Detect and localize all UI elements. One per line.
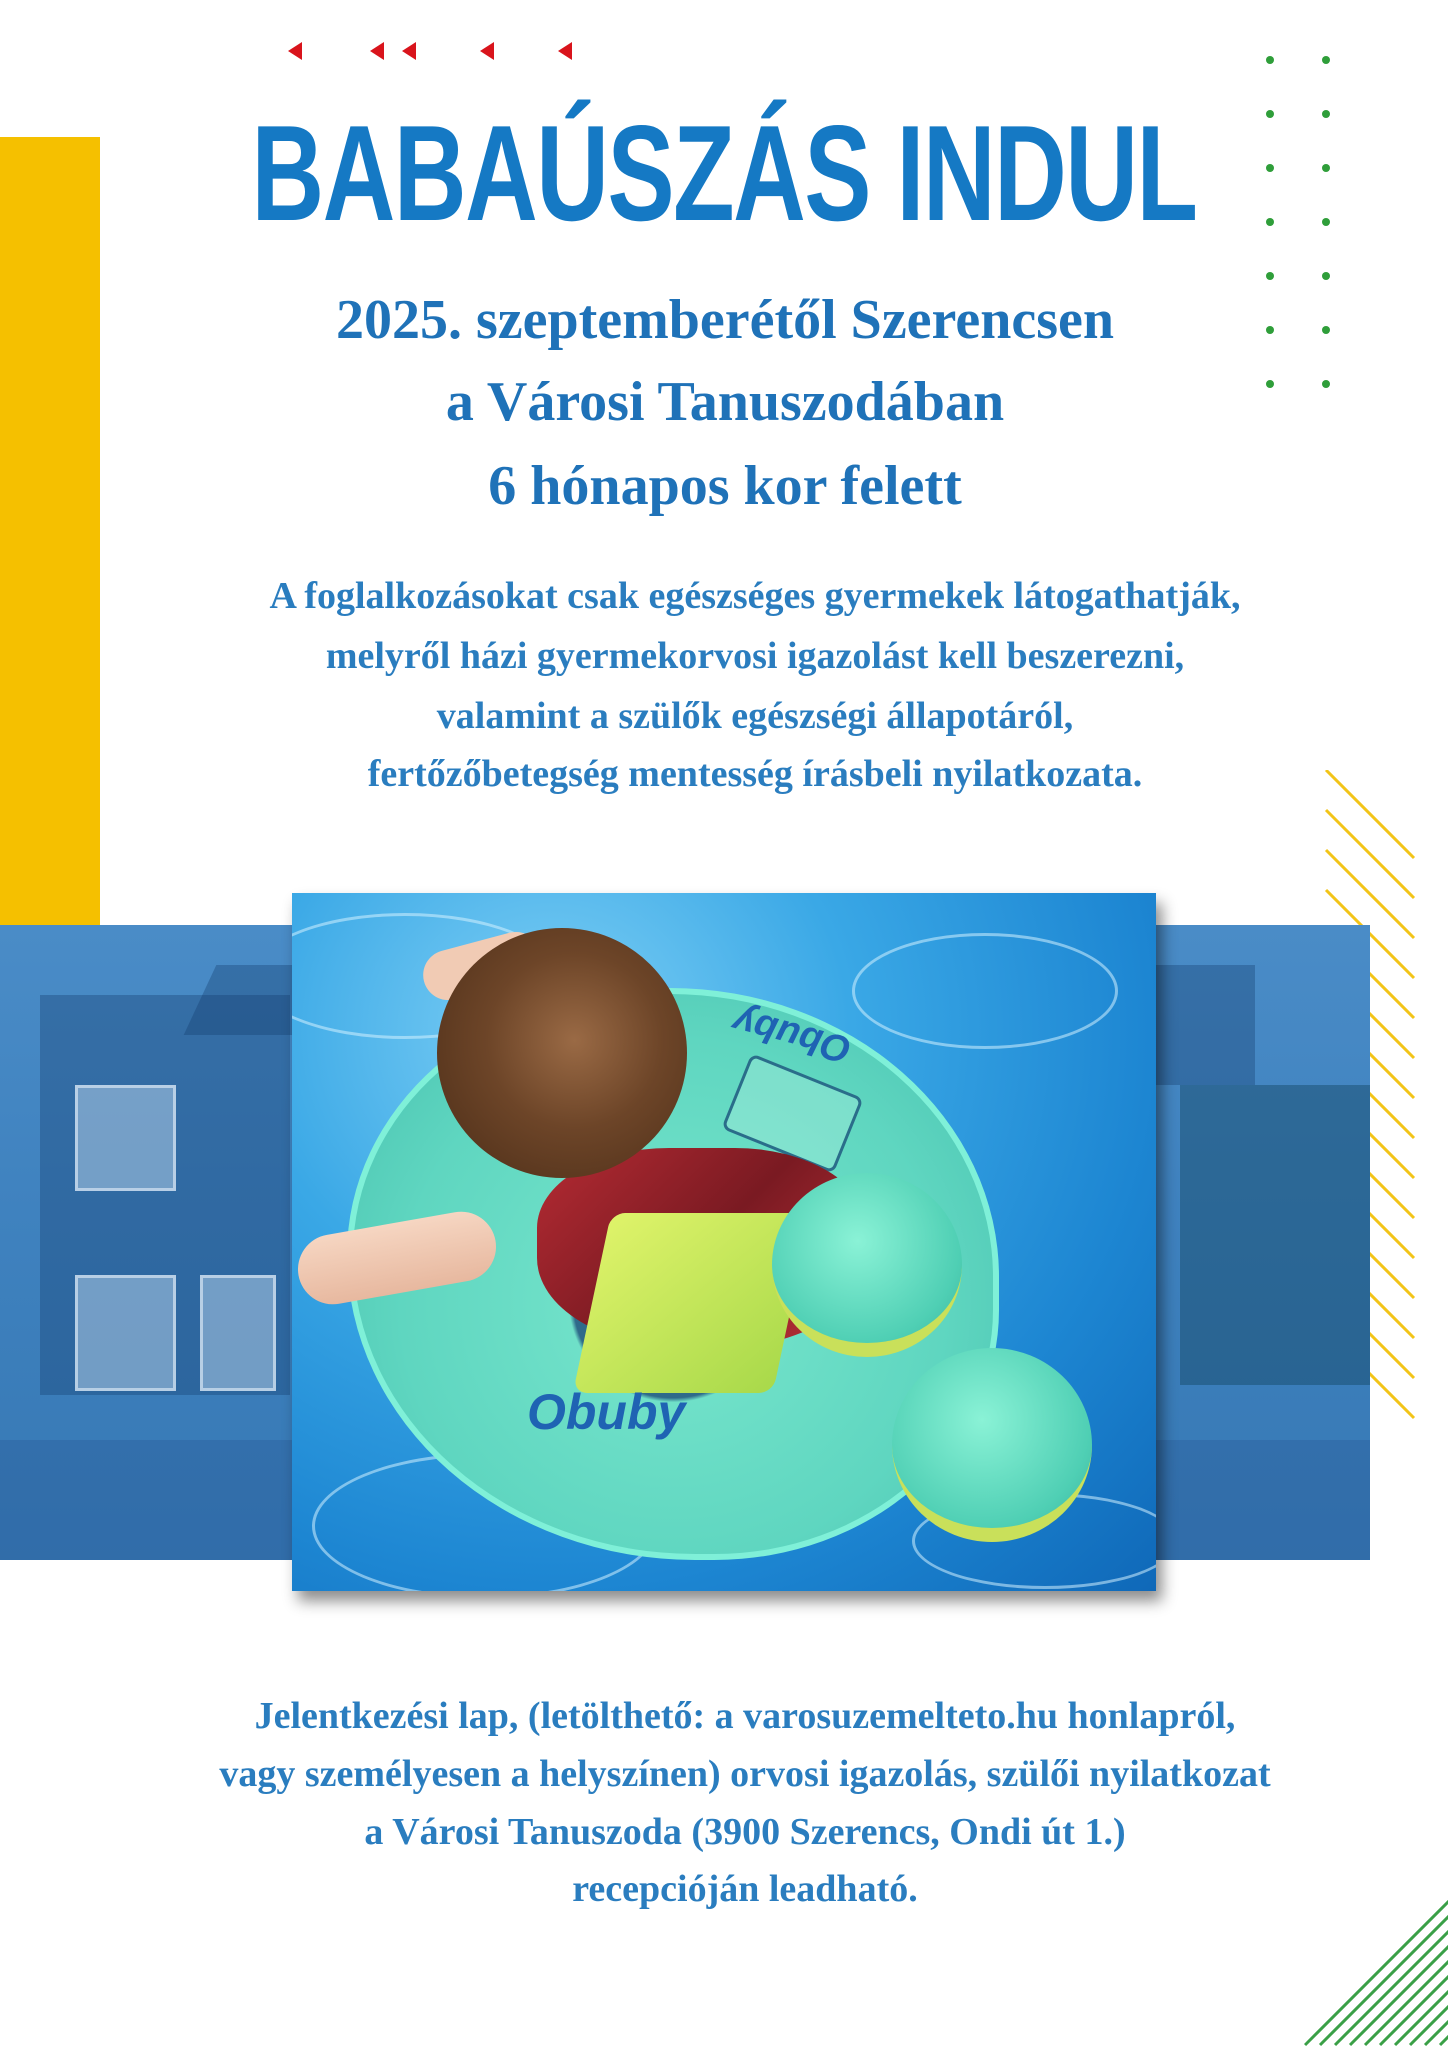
baby-swim-photo bbox=[292, 893, 1156, 1591]
green-dot-grid bbox=[1266, 56, 1336, 396]
info-line: melyről házi gyermekorvosi igazolást kell beszerezni, bbox=[325, 635, 1185, 677]
green-stripes bbox=[1300, 1895, 1448, 2048]
float-brand-back: Obuby bbox=[728, 999, 856, 1071]
red-triangle-icon bbox=[402, 42, 416, 60]
red-triangle-icon bbox=[480, 42, 494, 60]
footer-line: recepcióján leadható. bbox=[572, 1868, 918, 1910]
info-line: fertőzőbetegség mentesség írásbeli nyilatkozata. bbox=[367, 753, 1143, 795]
page-title: BABAÚSZÁS INDUL bbox=[251, 97, 1197, 249]
baby-head bbox=[437, 928, 687, 1178]
float-bubble bbox=[772, 1173, 962, 1357]
float-bubble bbox=[892, 1348, 1092, 1542]
footer-line: Jelentkezési lap, (letölthető: a varosuzemelteto.hu honlapról, bbox=[254, 1695, 1236, 1737]
info-line: valamint a szülők egészségi állapotáról, bbox=[436, 695, 1074, 737]
red-triangle-icon bbox=[370, 42, 384, 60]
red-triangle-icon bbox=[288, 42, 302, 60]
footer-line: a Városi Tanuszoda (3900 Szerencs, Ondi út 1.) bbox=[364, 1811, 1126, 1853]
float-brand-front: Obuby bbox=[527, 1384, 686, 1440]
info-line: A foglalkozásokat csak egészséges gyermekek látogathatják, bbox=[269, 575, 1241, 617]
subtitle-line-venue: a Városi Tanuszodában bbox=[445, 371, 1005, 433]
subtitle-line-age: 6 hónapos kor felett bbox=[488, 455, 962, 517]
red-triangle-icon bbox=[558, 42, 572, 60]
footer-line: vagy személyesen a helyszínen) orvosi igazolás, szülői nyilatkozat bbox=[219, 1753, 1271, 1795]
subtitle-line-date: 2025. szeptemberétől Szerencsen bbox=[335, 289, 1115, 351]
